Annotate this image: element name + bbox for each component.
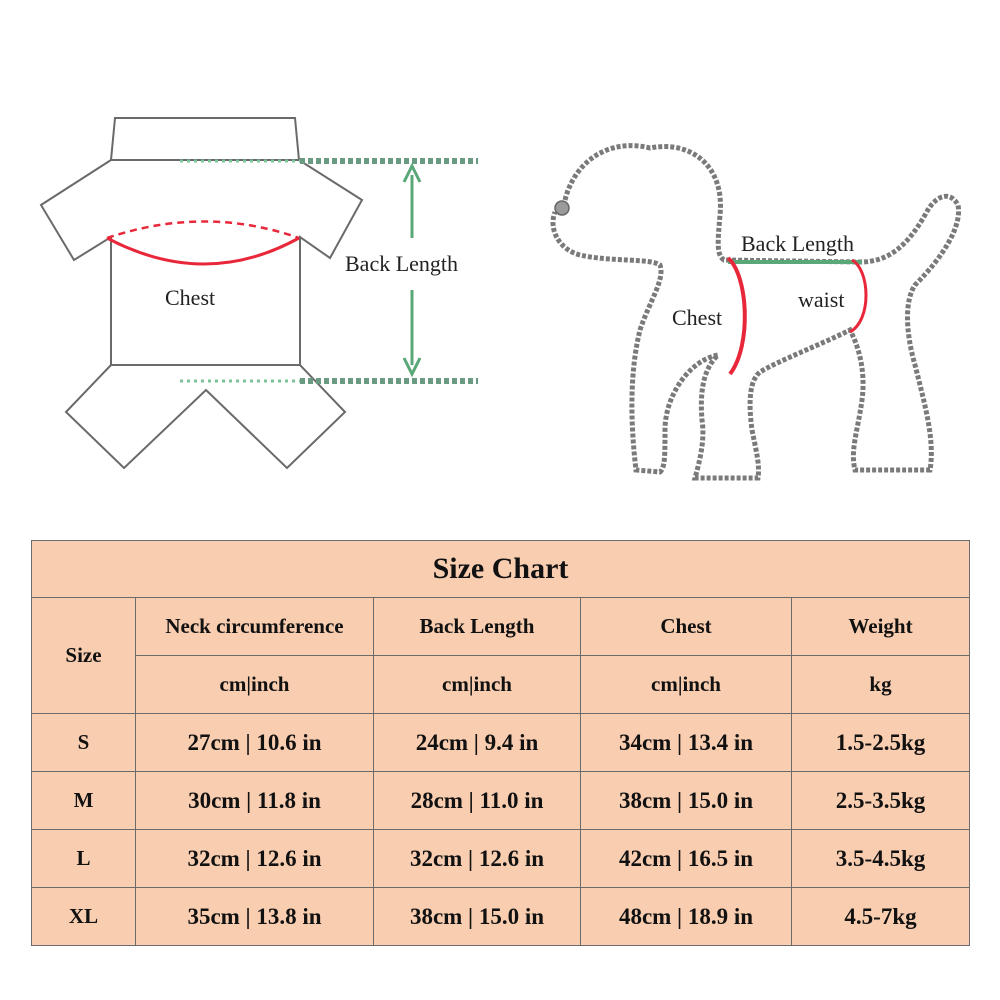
size-label: S xyxy=(32,714,136,772)
weight-value: 1.5-2.5kg xyxy=(792,714,970,772)
back-length-unit: cm|inch xyxy=(374,656,581,714)
dog-diagram xyxy=(553,146,959,478)
chest-unit: cm|inch xyxy=(581,656,792,714)
weight-column-header: Weight xyxy=(792,598,970,656)
table-row xyxy=(32,830,970,888)
shirt-diagram xyxy=(41,118,478,468)
back-length-value: 28cm | 11.0 in xyxy=(374,772,581,830)
neck-value: 30cm | 11.8 in xyxy=(136,772,374,830)
back-length-value: 32cm | 12.6 in xyxy=(374,830,581,888)
dog-back-length-label: Back Length xyxy=(741,231,855,256)
chest-column-header: Chest xyxy=(581,598,792,656)
neck-unit: cm|inch xyxy=(136,656,374,714)
dog-nose xyxy=(555,201,569,215)
neck-value: 32cm | 12.6 in xyxy=(136,830,374,888)
neck-value: 35cm | 13.8 in xyxy=(136,888,374,946)
chest-value: 42cm | 16.5 in xyxy=(581,830,792,888)
back-length-value: 38cm | 15.0 in xyxy=(374,888,581,946)
back-length-value: 24cm | 9.4 in xyxy=(374,714,581,772)
dog-chest-band xyxy=(728,258,745,374)
weight-value: 2.5-3.5kg xyxy=(792,772,970,830)
weight-value: 3.5-4.5kg xyxy=(792,830,970,888)
weight-unit: kg xyxy=(792,656,970,714)
shirt-back-length-arrow-down xyxy=(404,290,420,374)
dog-chest-label: Chest xyxy=(672,305,723,330)
size-chart-table xyxy=(31,540,970,946)
chest-value: 48cm | 18.9 in xyxy=(581,888,792,946)
size-label: M xyxy=(32,772,136,830)
neck-column-header: Neck circumference xyxy=(136,598,374,656)
size-chart-title: Size Chart xyxy=(32,541,970,598)
back-length-column-header: Back Length xyxy=(374,598,581,656)
table-row xyxy=(32,714,970,772)
shirt-chest-label: Chest xyxy=(165,285,216,310)
dog-waist-band xyxy=(850,260,866,332)
size-label: L xyxy=(32,830,136,888)
size-label: XL xyxy=(32,888,136,946)
chest-value: 34cm | 13.4 in xyxy=(581,714,792,772)
table-row xyxy=(32,888,970,946)
shirt-back-length-arrow-up xyxy=(404,166,420,238)
neck-value: 27cm | 10.6 in xyxy=(136,714,374,772)
chest-value: 38cm | 15.0 in xyxy=(581,772,792,830)
weight-value: 4.5-7kg xyxy=(792,888,970,946)
size-column-header: Size xyxy=(32,598,136,714)
dog-waist-label: waist xyxy=(798,287,845,312)
dog-outline xyxy=(553,146,959,478)
table-row xyxy=(32,772,970,830)
shirt-collar xyxy=(111,118,299,160)
shirt-back-length-label: Back Length xyxy=(345,251,459,276)
